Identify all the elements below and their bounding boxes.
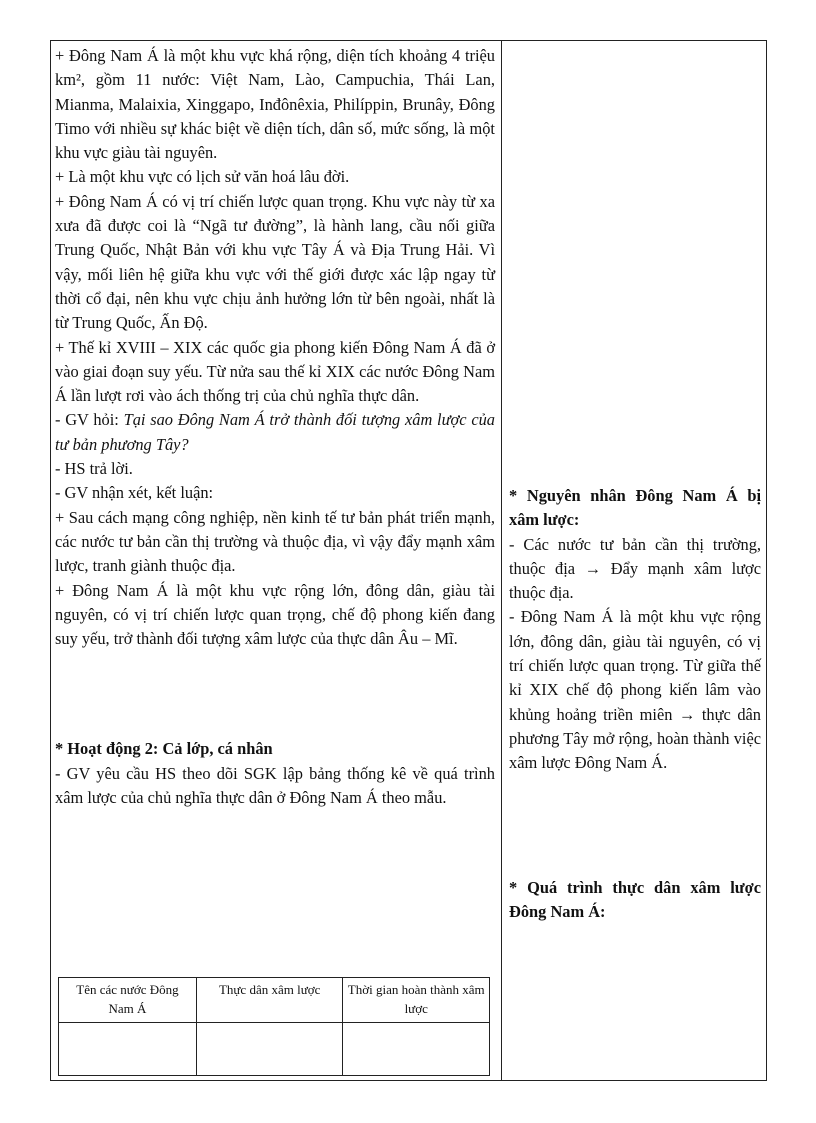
- column-divider: [501, 40, 502, 1081]
- cause-point-2: - Đông Nam Á là một khu vực rộng lớn, đông dân, giàu tài nguyên, có vị trí chiến lược quan trọng. Từ giữa thế kỉ XIX chế độ phong kiến lâm vào khủng hoảng triền miên → thực dân phương Tây mở rộng, hoàn thành việc xâm lược Đông Nam Á.: [509, 607, 761, 773]
- spacer: [55, 651, 495, 737]
- table-cell: [343, 1023, 490, 1076]
- table-header: Thời gian hoàn thành xâm lược: [343, 978, 490, 1023]
- left-column: [55, 44, 495, 810]
- statistics-table: [58, 977, 490, 1076]
- table-header: Thực dân xâm lược: [196, 978, 343, 1023]
- conclusion-point-2: + Đông Nam Á là một khu vực rộng lớn, đông dân, giàu tài nguyên, có vị trí chiến lược quan trọng, chế độ phong kiến đang suy yếu, trở thành đối tượng xâm lược của thực dân Âu – Mĩ.: [55, 580, 495, 649]
- table-cell: [59, 1023, 197, 1076]
- process-heading: * Quá trình thực dân xâm lược Đông Nam Á:: [509, 878, 761, 922]
- conclusion-point-1: + Sau cách mạng công nghiệp, nền kinh tế tư bản phát triển mạnh, các nước tư bản cần thị trường và thuộc địa, vì vậy đẩy mạnh xâm lược, tranh giành thuộc địa.: [55, 507, 495, 576]
- table-cell: [196, 1023, 343, 1076]
- activity-text: - GV yêu cầu HS theo dõi SGK lập bảng thống kê về quá trình xâm lược của chủ nghĩa thực dân ở Đông Nam Á theo mẫu.: [55, 763, 495, 808]
- activity-title: * Hoạt động 2: Cả lớp, cá nhân: [55, 739, 273, 759]
- question-prefix: - GV hỏi:: [55, 410, 124, 430]
- right-column-process: [509, 876, 761, 925]
- right-column-causes: [509, 484, 761, 776]
- table-header: Tên các nước Đông Nam Á: [59, 978, 197, 1023]
- table-row: [59, 1023, 490, 1076]
- cause-point-1: - Các nước tư bản cần thị trường, thuộc địa → Đẩy mạnh xâm lược thuộc địa.: [509, 534, 761, 603]
- table-header-row: [59, 978, 490, 1023]
- question-text: Tại sao Đông Nam Á trở thành đối tượng xâm lược của tư bản phương Tây?: [55, 410, 495, 454]
- teacher-conclusion: - GV nhận xét, kết luận:: [55, 483, 214, 503]
- paragraph-area: + Đông Nam Á là một khu vực khá rộng, diện tích khoảng 4 triệu km², gồm 11 nước: Việt Nam, Lào, Campuchia, Thái Lan, Mianma, Malaixia, Xinggapo, Inđônêxia, Philíppin, Brunây, Đông Timo với nhiều sự khác biệt về diện tích, dân số, mức sống, là một khu vực giàu tài nguyên.: [55, 46, 495, 163]
- paragraph-decline: + Thế kỉ XVIII – XIX các quốc gia phong kiến Đông Nam Á đã ở vào giai đoạn suy yếu. Từ nửa sau thế kỉ XIX các nước Đông Nam Á lần lượt rơi vào ách thống trị của chủ nghĩa thực dân.: [55, 337, 495, 406]
- paragraph-strategic-position: + Đông Nam Á có vị trí chiến lược quan trọng. Khu vực này từ xa xưa đã được coi là “Ngã tư đường”, là hành lang, cầu nối giữa Trung Quốc, Nhật Bản với khu vực Tây Á và Địa Trung Hải. Vì vậy, mối liên hệ giữa khu vực với thế giới được xác lập ngay từ thời cổ đại, nên khu vực chịu ảnh hưởng lớn từ bên ngoài, nhất là từ Trung Quốc, Ấn Độ.: [55, 191, 495, 333]
- student-answer: - HS trả lời.: [55, 459, 133, 479]
- teacher-question: [55, 408, 495, 457]
- paragraph-history: + Là một khu vực có lịch sử văn hoá lâu đời.: [55, 167, 350, 187]
- causes-heading: * Nguyên nhân Đông Nam Á bị xâm lược:: [509, 486, 761, 530]
